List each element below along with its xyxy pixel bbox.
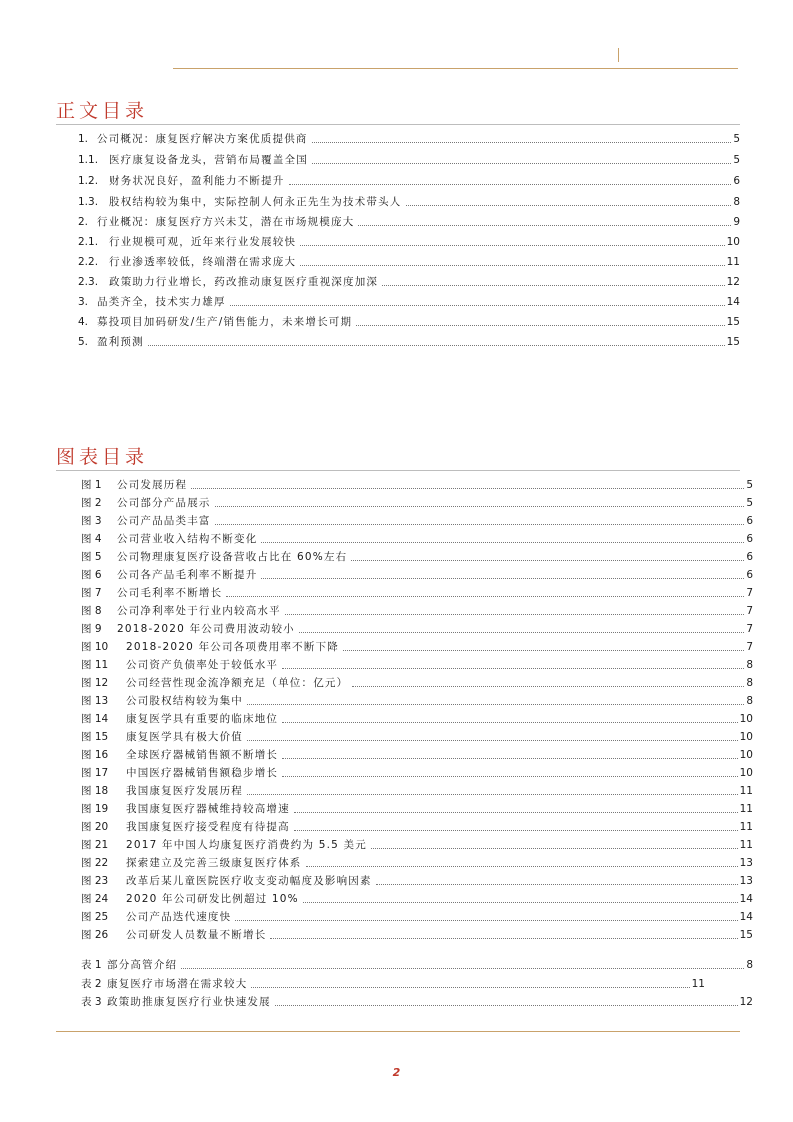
toc-entry[interactable] <box>81 956 753 972</box>
toc-entry-number: 图 8 <box>81 605 102 617</box>
toc-entry-page: 6 <box>746 515 753 527</box>
toc-leader-dots <box>300 265 724 266</box>
toc-leader-dots <box>235 920 737 921</box>
toc-entry-title: 股权结构较为集中，实际控制人何永正先生为技术带头人 <box>109 196 402 208</box>
toc-entry-page: 7 <box>746 623 753 635</box>
toc-entry-page: 11 <box>739 803 753 815</box>
toc-entry-page: 14 <box>739 911 753 923</box>
toc-entry-page: 11 <box>739 839 753 851</box>
toc-leader-dots <box>191 488 744 489</box>
toc-entry-page: 12 <box>726 276 740 288</box>
toc-entry-page: 11 <box>739 821 753 833</box>
toc-entry[interactable] <box>81 746 753 762</box>
toc-entry[interactable] <box>81 872 753 888</box>
toc-entry-page: 10 <box>739 767 753 779</box>
toc-entry-page: 7 <box>746 605 753 617</box>
toc-entry-title: 财务状况良好，盈利能力不断提升 <box>109 175 285 187</box>
body-toc-title-rule <box>56 124 740 125</box>
toc-entry-title: 我国康复医疗接受程度有待提高 <box>126 821 290 833</box>
toc-entry-number: 2.2. <box>78 256 99 268</box>
toc-entry-title: 品类齐全，技术实力雄厚 <box>97 296 226 308</box>
toc-entry-page: 6 <box>746 551 753 563</box>
toc-entry-number: 图 1 <box>81 479 102 491</box>
toc-entry[interactable] <box>81 728 753 744</box>
toc-entry-number: 2.1. <box>78 236 99 248</box>
header-tick <box>618 48 619 62</box>
toc-entry-title: 行业概况：康复医疗方兴未艾，潜在市场规模庞大 <box>97 216 355 228</box>
toc-entry-title: 康复医学具有极大价值 <box>126 731 243 743</box>
toc-entry-title: 公司毛利率不断增长 <box>117 587 223 599</box>
toc-entry[interactable] <box>81 800 753 816</box>
toc-entry-page: 10 <box>739 713 753 725</box>
toc-entry-number: 图 10 <box>81 641 109 653</box>
toc-entry-page: 15 <box>726 336 740 348</box>
toc-entry-number: 5. <box>78 336 89 348</box>
toc-entry-number: 1.2. <box>78 175 99 187</box>
toc-entry[interactable] <box>81 656 753 672</box>
toc-leader-dots <box>376 884 738 885</box>
toc-entry[interactable] <box>81 818 753 834</box>
toc-leader-dots <box>294 812 738 813</box>
toc-entry-title: 行业规模可观，近年来行业发展较快 <box>109 236 297 248</box>
toc-entry-page: 6 <box>746 533 753 545</box>
toc-entry[interactable] <box>78 233 740 249</box>
toc-entry-number: 图 26 <box>81 929 109 941</box>
toc-entry-page: 5 <box>733 133 740 145</box>
toc-entry-title: 公司净利率处于行业内较高水平 <box>117 605 281 617</box>
toc-leader-dots <box>247 740 738 741</box>
toc-entry-number: 图 13 <box>81 695 109 707</box>
toc-entry-page: 8 <box>746 659 753 671</box>
toc-leader-dots <box>282 722 738 723</box>
toc-entry[interactable] <box>81 584 753 600</box>
toc-entry[interactable] <box>81 764 753 780</box>
toc-entry-number: 1.1. <box>78 154 99 166</box>
toc-entry-number: 图 17 <box>81 767 109 779</box>
toc-entry[interactable] <box>81 494 753 510</box>
toc-entry-title: 公司各产品毛利率不断提升 <box>117 569 258 581</box>
toc-entry-title: 公司产品品类丰富 <box>117 515 211 527</box>
toc-entry-title: 2018-2020 年公司费用波动较小 <box>117 623 295 635</box>
toc-entry-page: 5 <box>746 497 753 509</box>
toc-entry[interactable] <box>78 130 740 146</box>
toc-entry-page: 14 <box>726 296 740 308</box>
toc-leader-dots <box>382 285 725 286</box>
toc-entry[interactable] <box>81 512 753 528</box>
toc-leader-dots <box>299 632 744 633</box>
toc-entry-title: 2020 年公司研发比例超过 10% <box>126 893 299 905</box>
toc-entry-page: 15 <box>739 929 753 941</box>
toc-entry-number: 图 9 <box>81 623 102 635</box>
toc-entry-number: 图 2 <box>81 497 102 509</box>
toc-entry-page: 8 <box>733 196 740 208</box>
toc-entry-number: 图 7 <box>81 587 102 599</box>
toc-leader-dots <box>181 968 744 969</box>
toc-entry[interactable] <box>78 293 740 309</box>
toc-leader-dots <box>251 987 689 988</box>
toc-entry-title: 中国医疗器械销售额稳步增长 <box>126 767 279 779</box>
toc-entry[interactable] <box>81 530 753 546</box>
toc-leader-dots <box>230 305 725 306</box>
toc-leader-dots <box>261 542 744 543</box>
toc-entry-page: 8 <box>746 677 753 689</box>
toc-entry[interactable] <box>81 890 753 906</box>
toc-entry-number: 图 12 <box>81 677 109 689</box>
toc-entry-title: 我国康复医疗器械维持较高增速 <box>126 803 290 815</box>
toc-entry-number: 图 25 <box>81 911 109 923</box>
toc-entry-number: 图 14 <box>81 713 109 725</box>
toc-entry[interactable] <box>78 172 740 188</box>
toc-entry-page: 7 <box>746 641 753 653</box>
toc-entry-page: 6 <box>733 175 740 187</box>
toc-entry-page: 13 <box>739 857 753 869</box>
toc-entry-number: 表 2 <box>81 978 102 990</box>
toc-entry[interactable] <box>81 692 753 708</box>
toc-entry[interactable] <box>78 333 740 349</box>
toc-entry-number: 2.3. <box>78 276 99 288</box>
toc-leader-dots <box>356 325 724 326</box>
toc-entry[interactable] <box>81 908 753 924</box>
toc-leader-dots <box>247 704 744 705</box>
toc-entry-title: 公司股权结构较为集中 <box>126 695 243 707</box>
toc-leader-dots <box>261 578 744 579</box>
toc-entry-number: 1. <box>78 133 89 145</box>
toc-leader-dots <box>226 596 744 597</box>
toc-leader-dots <box>300 245 724 246</box>
toc-entry-number: 图 15 <box>81 731 109 743</box>
figure-toc-title: 图表目录 <box>56 446 149 468</box>
body-toc-title: 正文目录 <box>56 100 149 122</box>
toc-entry-number: 1.3. <box>78 196 99 208</box>
toc-entry-number: 图 11 <box>81 659 109 671</box>
toc-entry-number: 图 20 <box>81 821 109 833</box>
toc-entry-title: 公司物理康复医疗设备营收占比在 60%左右 <box>117 551 348 563</box>
toc-entry-page: 5 <box>733 154 740 166</box>
toc-leader-dots <box>406 205 732 206</box>
toc-entry-page: 15 <box>726 316 740 328</box>
toc-entry-title: 公司经营性现金流净额充足（单位：亿元） <box>126 677 349 689</box>
toc-entry-title: 医疗康复设备龙头，营销布局覆盖全国 <box>109 154 308 166</box>
toc-entry-page: 11 <box>739 785 753 797</box>
toc-entry-page: 11 <box>726 256 740 268</box>
toc-entry[interactable] <box>81 710 753 726</box>
toc-entry[interactable] <box>81 836 753 852</box>
toc-entry-number: 图 4 <box>81 533 102 545</box>
toc-entry-page: 7 <box>746 587 753 599</box>
toc-entry-number: 图 22 <box>81 857 109 869</box>
toc-entry[interactable] <box>78 273 740 289</box>
toc-entry-title: 探索建立及完善三级康复医疗体系 <box>126 857 302 869</box>
toc-leader-dots <box>275 1005 738 1006</box>
toc-leader-dots <box>285 614 745 615</box>
toc-leader-dots <box>358 225 731 226</box>
toc-entry-number: 图 5 <box>81 551 102 563</box>
toc-entry-page: 6 <box>746 569 753 581</box>
toc-entry-page: 5 <box>746 479 753 491</box>
page-number: 2 <box>392 1066 401 1079</box>
header-rule <box>173 68 738 69</box>
toc-entry[interactable] <box>81 566 753 582</box>
toc-entry-page: 13 <box>739 875 753 887</box>
toc-entry[interactable] <box>81 620 753 636</box>
toc-entry-number: 图 19 <box>81 803 109 815</box>
toc-entry-number: 图 16 <box>81 749 109 761</box>
toc-entry-page: 10 <box>739 749 753 761</box>
toc-entry-title: 公司部分产品展示 <box>117 497 211 509</box>
toc-entry-title: 部分高管介绍 <box>107 959 178 971</box>
toc-entry[interactable] <box>81 993 753 1009</box>
toc-leader-dots <box>282 758 738 759</box>
toc-leader-dots <box>352 686 744 687</box>
toc-entry[interactable] <box>78 193 740 209</box>
toc-entry-title: 募投项目加码研发/生产/销售能力，未来增长可期 <box>97 316 353 328</box>
toc-entry-number: 图 3 <box>81 515 102 527</box>
toc-leader-dots <box>282 668 744 669</box>
toc-entry-number: 4. <box>78 316 89 328</box>
toc-entry-number: 表 1 <box>81 959 102 971</box>
toc-leader-dots <box>289 184 732 185</box>
toc-entry[interactable] <box>81 674 753 690</box>
toc-entry-page: 8 <box>746 695 753 707</box>
toc-entry-title: 公司产品迭代速度快 <box>126 911 232 923</box>
toc-leader-dots <box>215 506 745 507</box>
toc-entry-page: 9 <box>733 216 740 228</box>
toc-entry-title: 行业渗透率较低，终端潜在需求庞大 <box>109 256 297 268</box>
toc-entry-title: 2018-2020 年公司各项费用率不断下降 <box>126 641 339 653</box>
toc-leader-dots <box>282 776 738 777</box>
toc-entry[interactable] <box>81 975 705 991</box>
toc-entry-number: 图 24 <box>81 893 109 905</box>
toc-entry-title: 公司营业收入结构不断变化 <box>117 533 258 545</box>
toc-entry[interactable] <box>81 926 753 942</box>
toc-entry-title: 公司资产负债率处于较低水平 <box>126 659 279 671</box>
toc-entry-number: 图 18 <box>81 785 109 797</box>
toc-entry-number: 表 3 <box>81 996 102 1008</box>
toc-entry-page: 11 <box>691 978 705 990</box>
toc-leader-dots <box>303 902 738 903</box>
toc-entry-number: 图 23 <box>81 875 109 887</box>
toc-entry-title: 政策助推康复医疗行业快速发展 <box>107 996 271 1008</box>
toc-leader-dots <box>294 830 738 831</box>
toc-entry-title: 政策助力行业增长，药改推动康复医疗重视深度加深 <box>109 276 379 288</box>
toc-entry-title: 康复医学具有重要的临床地位 <box>126 713 279 725</box>
toc-leader-dots <box>215 524 745 525</box>
toc-entry[interactable] <box>81 548 753 564</box>
toc-entry[interactable] <box>78 213 740 229</box>
toc-entry-title: 我国康复医疗发展历程 <box>126 785 243 797</box>
toc-leader-dots <box>306 866 738 867</box>
toc-entry-page: 12 <box>739 996 753 1008</box>
toc-leader-dots <box>371 848 738 849</box>
toc-entry-title: 公司发展历程 <box>117 479 188 491</box>
toc-entry[interactable] <box>81 854 753 870</box>
toc-entry-number: 2. <box>78 216 89 228</box>
toc-entry-title: 康复医疗市场潜在需求较大 <box>107 978 248 990</box>
toc-leader-dots <box>351 560 744 561</box>
toc-leader-dots <box>270 938 737 939</box>
toc-entry[interactable] <box>81 476 753 492</box>
toc-entry[interactable] <box>78 313 740 329</box>
toc-entry-page: 14 <box>739 893 753 905</box>
toc-entry[interactable] <box>78 151 740 167</box>
toc-leader-dots <box>148 345 725 346</box>
toc-entry-page: 10 <box>726 236 740 248</box>
figure-toc-title-rule <box>56 470 740 471</box>
toc-leader-dots <box>343 650 744 651</box>
toc-entry-title: 全球医疗器械销售额不断增长 <box>126 749 279 761</box>
toc-leader-dots <box>312 163 731 164</box>
toc-leader-dots <box>247 794 738 795</box>
toc-entry-number: 图 6 <box>81 569 102 581</box>
toc-entry[interactable] <box>81 638 753 654</box>
toc-entry-title: 2017 年中国人均康复医疗消费约为 5.5 美元 <box>126 839 367 851</box>
toc-leader-dots <box>312 142 732 143</box>
toc-entry-page: 8 <box>746 959 753 971</box>
toc-entry-title: 公司研发人员数量不断增长 <box>126 929 267 941</box>
toc-entry-title: 盈利预测 <box>97 336 144 348</box>
toc-entry[interactable] <box>81 782 753 798</box>
toc-entry-number: 3. <box>78 296 89 308</box>
toc-entry-page: 10 <box>739 731 753 743</box>
footer-rule <box>56 1031 740 1032</box>
toc-entry-title: 改革后某儿童医院医疗收支变动幅度及影响因素 <box>126 875 372 887</box>
toc-entry[interactable] <box>78 253 740 269</box>
toc-entry-title: 公司概况：康复医疗解决方案优质提供商 <box>97 133 308 145</box>
toc-entry-number: 图 21 <box>81 839 109 851</box>
toc-entry[interactable] <box>81 602 753 618</box>
